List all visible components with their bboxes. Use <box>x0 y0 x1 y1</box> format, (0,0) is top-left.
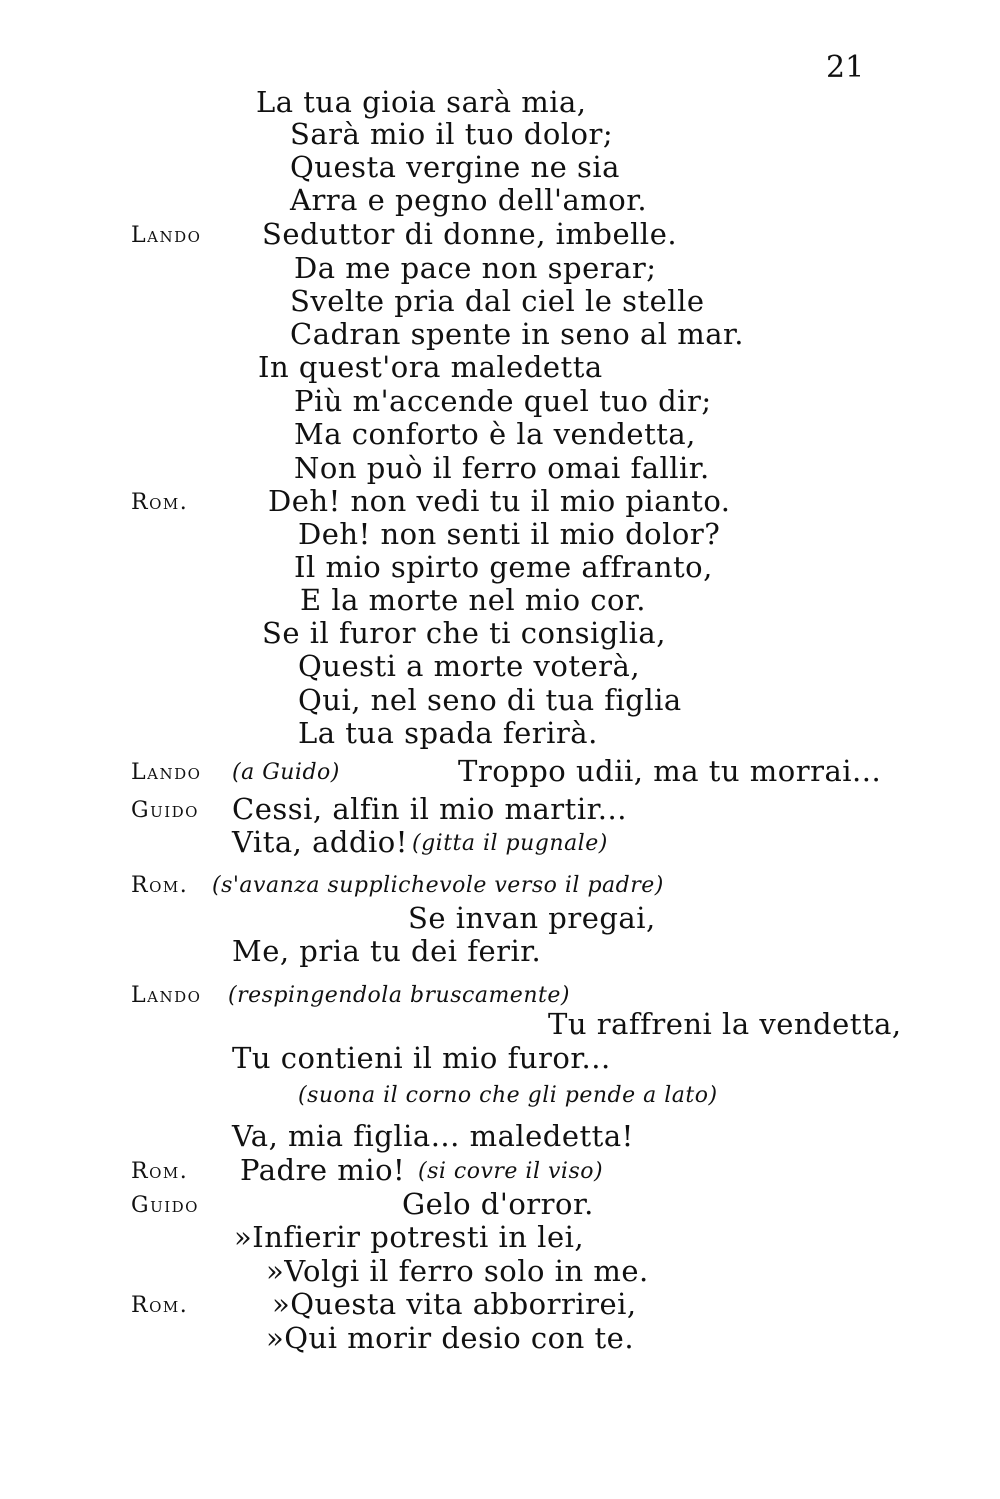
stage-direction: (respingendola bruscamente) <box>228 983 570 1008</box>
verse-line: Troppo udii, ma tu morrai... <box>458 754 882 788</box>
verse-line: Vita, addio! <box>232 825 408 859</box>
verse-line: E la morte nel mio cor. <box>300 583 646 617</box>
verse-line: Deh! non vedi tu il mio pianto. <box>268 484 731 518</box>
verse-line: In quest'ora maledetta <box>258 350 603 384</box>
speaker-label: Rom. <box>131 873 189 898</box>
verse-line: Se il furor che ti consiglia, <box>262 616 666 650</box>
verse-line: Non può il ferro omai fallir. <box>294 451 710 485</box>
verse-line: Sarà mio il tuo dolor; <box>290 117 614 151</box>
verse-line: »Qui morir desio con te. <box>266 1321 635 1355</box>
speaker-label: Lando <box>131 760 202 785</box>
speaker-label: Lando <box>131 983 202 1008</box>
verse-line: Da me pace non sperar; <box>294 251 657 285</box>
verse-line: Tu contieni il mio furor... <box>232 1041 611 1075</box>
verse-line: Deh! non senti il mio dolor? <box>298 517 721 551</box>
verse-line: Padre mio! <box>240 1153 406 1187</box>
verse-line: La tua gioia sarà mia, <box>256 85 587 119</box>
speaker-label: Lando <box>131 223 202 248</box>
verse-line: »Questa vita abborrirei, <box>272 1287 637 1321</box>
verse-line: Ma conforto è la vendetta, <box>294 417 696 451</box>
stage-direction: (suona il corno che gli pende a lato) <box>298 1083 718 1108</box>
speaker-label: Guido <box>131 1193 199 1218</box>
speaker-label: Rom. <box>131 1159 189 1184</box>
verse-line: Cessi, alfin il mio martir... <box>232 792 627 826</box>
verse-line: »Volgi il ferro solo in me. <box>266 1254 649 1288</box>
verse-line: Tu raffreni la vendetta, <box>548 1007 902 1041</box>
verse-line: Se invan pregai, <box>408 901 656 935</box>
verse-line: Questa vergine ne sia <box>290 150 620 184</box>
stage-direction: (s'avanza supplichevole verso il padre) <box>212 873 664 898</box>
verse-line: La tua spada ferirà. <box>298 716 598 750</box>
verse-line: Il mio spirto geme affranto, <box>294 550 713 584</box>
verse-line: Me, pria tu dei ferir. <box>232 934 542 968</box>
stage-direction: (si covre il viso) <box>418 1159 604 1184</box>
verse-line: Questi a morte voterà, <box>298 649 641 683</box>
verse-line: Cadran spente in seno al mar. <box>290 317 744 351</box>
stage-direction: (gitta il pugnale) <box>412 831 608 856</box>
verse-line: Arra e pegno dell'amor. <box>290 183 648 217</box>
speaker-label: Guido <box>131 798 199 823</box>
verse-line: Qui, nel seno di tua figlia <box>298 683 682 717</box>
page-number: 21 <box>826 50 865 85</box>
stage-direction: (a Guido) <box>232 760 340 785</box>
verse-line: Svelte pria dal ciel le stelle <box>290 284 705 318</box>
verse-line: Seduttor di donne, imbelle. <box>262 217 678 251</box>
verse-line: Gelo d'orror. <box>402 1187 594 1221</box>
verse-line: »Infierir potresti in lei, <box>234 1220 585 1254</box>
speaker-label: Rom. <box>131 490 189 515</box>
verse-line: Più m'accende quel tuo dir; <box>294 384 712 418</box>
speaker-label: Rom. <box>131 1293 189 1318</box>
verse-line: Va, mia figlia... maledetta! <box>232 1119 634 1153</box>
